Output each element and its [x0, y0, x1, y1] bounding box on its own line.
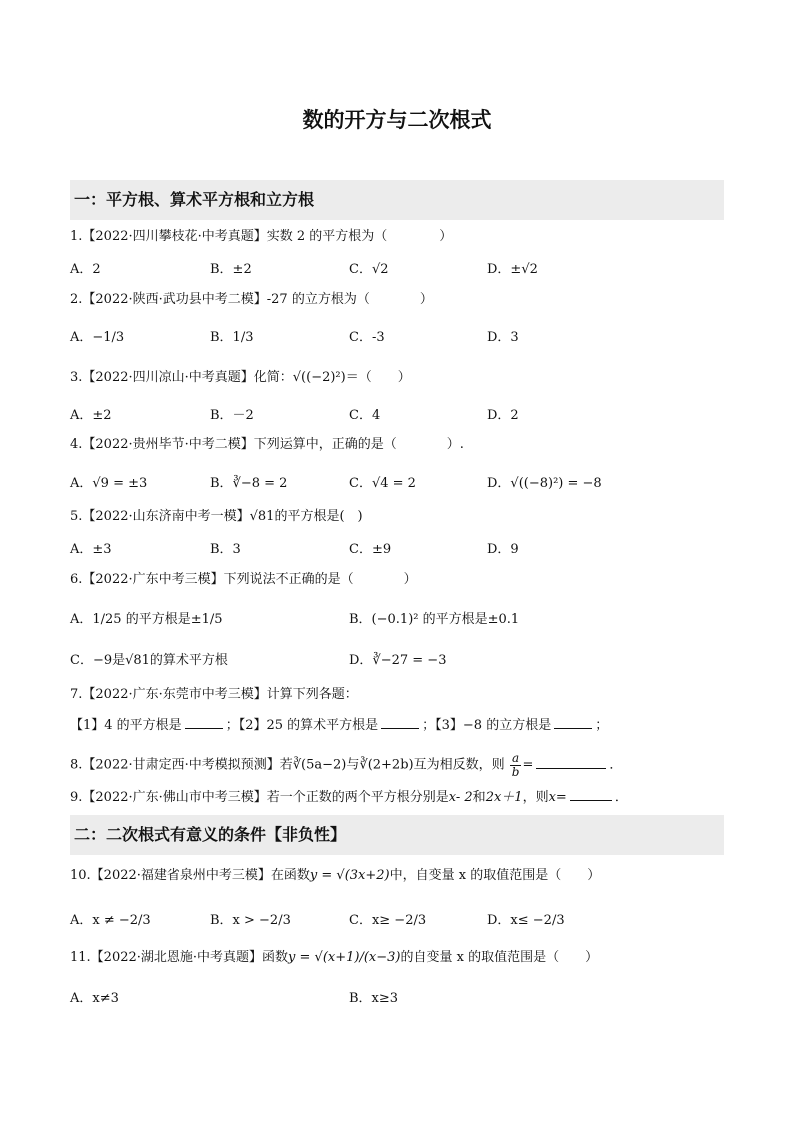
answer-blank[interactable]: [570, 788, 612, 801]
option-c[interactable]: C．x≥ −2/3: [349, 912, 427, 928]
question-3: 3.【2022·四川凉山·中考真题】化简：√((−2)²)＝（ ）: [70, 370, 411, 385]
fraction-a-over-b: $\frac{a}{b}$: [511, 751, 520, 779]
question-7-parts: 【1】4 的平方根是 ；【2】25 的算术平方根是 ；【3】−8 的立方根是 ；: [70, 718, 609, 733]
section-heading-2: 二：二次根式有意义的条件【非负性】: [70, 815, 724, 855]
option-d[interactable]: D．√((−8)²) = −8: [487, 475, 602, 491]
option-a[interactable]: A．1/25 的平方根是±1/5: [70, 611, 223, 627]
question-3-options: [70, 393, 730, 433]
option-d[interactable]: D．x≤ −2/3: [487, 912, 565, 928]
option-a[interactable]: A．±3: [70, 541, 112, 557]
option-c[interactable]: C．−9是√81的算术平方根: [70, 652, 228, 668]
question-8: 8.【2022·甘肃定西·中考模拟预测】若∛(5a−2)与∛(2+2b)互为相反数，则 $\frac{a}{b}$ = ．: [70, 751, 623, 779]
option-b[interactable]: B．x > −2/3: [210, 912, 291, 928]
question-5: 5.【2022·山东济南中考一模】√81的平方根是( ): [70, 509, 363, 524]
question-4: 4.【2022·贵州毕节·中考二模】下列运算中，正确的是（ ）.: [70, 437, 464, 452]
question-9: 9.【2022·广东·佛山市中考三模】若一个正数的两个平方根分别是x- 2和2x＋1，则x= ．: [70, 790, 628, 805]
option-c[interactable]: C．-3: [349, 329, 385, 345]
question-5-options: [70, 527, 730, 567]
question-2: 2.【2022·陕西·武功县中考二模】-27 的立方根为（ ）: [70, 292, 433, 307]
option-d[interactable]: D．2: [487, 407, 519, 423]
question-11: 11.【2022·湖北恩施·中考真题】函数y = √(x+1)/(x−3)的自变量 x 的取值范围是（ ）: [70, 950, 599, 965]
question-7: 7.【2022·广东·东莞市中考三模】计算下列各题：: [70, 687, 358, 702]
option-a[interactable]: A．√9 = ±3: [70, 475, 148, 491]
option-b[interactable]: B．∛−8 = 2: [210, 475, 288, 491]
question-6: 6.【2022·广东中考三模】下列说法不正确的是（ ）: [70, 572, 417, 587]
question-4-options: [70, 461, 730, 501]
option-a[interactable]: A．−1/3: [70, 329, 125, 345]
question-10: 10.【2022·福建省泉州中考三模】在函数y = √(3x+2)中，自变量 x 的取值范围是（ ）: [70, 868, 601, 883]
option-a[interactable]: A．±2: [70, 407, 112, 423]
option-c[interactable]: C．√2: [349, 261, 389, 277]
option-b[interactable]: B．3: [210, 541, 241, 557]
option-c[interactable]: C．4: [349, 407, 381, 423]
option-b[interactable]: B．x≥3: [349, 990, 399, 1006]
question-6-options-ab: [70, 597, 730, 637]
option-d[interactable]: D．±√2: [487, 261, 538, 277]
answer-blank-2[interactable]: [381, 716, 419, 729]
option-b[interactable]: B．±2: [210, 261, 252, 277]
option-a[interactable]: A．x≠3: [70, 990, 119, 1006]
question-2-options: [70, 315, 730, 355]
question-6-options-cd: [70, 638, 730, 678]
option-d[interactable]: D．∛−27 = −3: [349, 652, 447, 668]
question-11-options: [70, 976, 730, 1016]
option-a[interactable]: A．2: [70, 261, 101, 277]
option-c[interactable]: C．±9: [349, 541, 392, 557]
question-1-options: [70, 247, 730, 287]
question-10-options: [70, 898, 730, 938]
option-b[interactable]: B．1/3: [210, 329, 254, 345]
option-d[interactable]: D．9: [487, 541, 519, 557]
section-heading-1: 一：平方根、算术平方根和立方根: [70, 180, 724, 220]
answer-blank[interactable]: [536, 756, 606, 769]
question-1: 1.【2022·四川攀枝花·中考真题】实数 2 的平方根为（ ）: [70, 229, 453, 244]
page-title: 数的开方与二次根式: [302, 108, 492, 132]
option-d[interactable]: D．3: [487, 329, 519, 345]
option-c[interactable]: C．√4 = 2: [349, 475, 416, 491]
answer-blank-3[interactable]: [554, 716, 592, 729]
option-a[interactable]: A．x ≠ −2/3: [70, 912, 151, 928]
answer-blank-1[interactable]: [185, 716, 223, 729]
option-b[interactable]: B．(−0.1)² 的平方根是±0.1: [349, 611, 520, 627]
option-b[interactable]: B．－2: [210, 407, 254, 423]
